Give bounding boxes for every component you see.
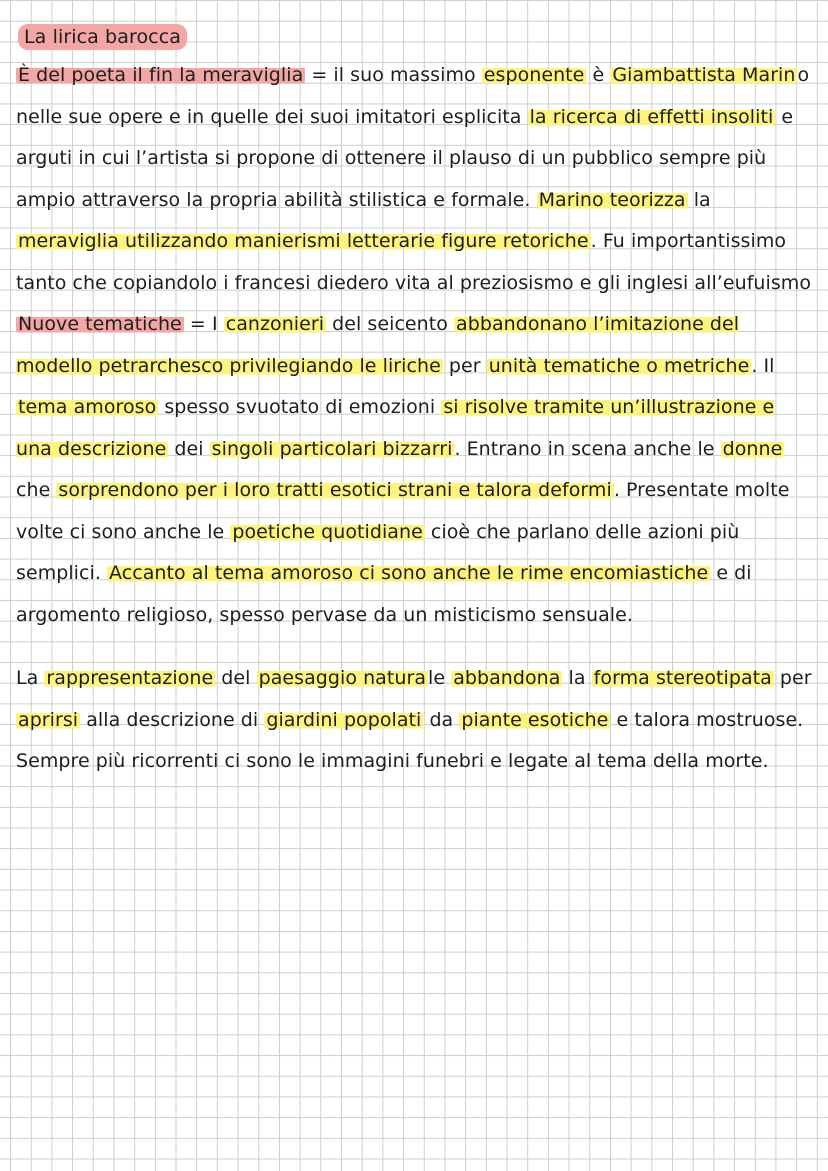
text-segment: . Fu importantissimo tanto che copiandolo i francesi diedero vita al preziosismo e gli inglesi all’eufuismo bbox=[16, 230, 812, 294]
highlight-yellow: Giambattista Marin bbox=[612, 64, 796, 86]
highlight-yellow: forma stereotipata bbox=[593, 667, 772, 689]
text-segment: del seicento bbox=[326, 313, 455, 335]
text-segment: e talora mostruose. Sempre più ricorrenti ci sono le immagini funebri e legate al tema della morte. bbox=[16, 708, 804, 772]
highlight-yellow: unità tematiche o metriche bbox=[488, 354, 750, 377]
highlight-red: Nuove tematiche bbox=[18, 313, 182, 335]
notes-page bbox=[16, 24, 816, 783]
highlight-yellow: singoli particolari bizzarri bbox=[211, 437, 453, 460]
highlight-yellow: sorprendono per i loro tratti esotici strani e talora deformi bbox=[58, 479, 612, 501]
text-segment: e di argomento religioso, spesso pervase da un misticismo sensuale. bbox=[16, 562, 752, 626]
highlight-red: È del poeta il fin la meraviglia bbox=[18, 64, 304, 86]
text-segment: . Presentate molte volte ci sono anche le bbox=[16, 479, 790, 543]
highlight-yellow: aprirsi bbox=[18, 708, 79, 731]
highlight-yellow: giardini popolati bbox=[266, 708, 422, 731]
paragraph-nuove-tematiche bbox=[16, 304, 816, 636]
text-segment: che bbox=[16, 479, 57, 501]
text-segment: La bbox=[16, 667, 45, 689]
highlight-yellow: Marino teorizza bbox=[538, 188, 686, 211]
paragraph-paesaggio bbox=[16, 658, 816, 783]
text-segment: spesso svuotato di emozioni bbox=[158, 396, 442, 418]
highlight-yellow: Accanto al tema amoroso ci sono anche le rime encomiastiche bbox=[109, 562, 709, 584]
highlight-yellow: abbandona bbox=[453, 667, 561, 689]
highlight-yellow: tema amoroso bbox=[18, 396, 157, 418]
text-segment: per bbox=[442, 354, 487, 377]
text-segment: del bbox=[215, 667, 257, 689]
page-title: La lirica barocca bbox=[18, 24, 187, 50]
text-segment: dei bbox=[168, 437, 210, 460]
text-segment: la bbox=[562, 667, 592, 689]
text-segment: da bbox=[423, 708, 460, 731]
highlight-yellow: la ricerca di effetti insoliti bbox=[529, 105, 774, 128]
text-segment: alla descrizione di bbox=[80, 708, 265, 731]
text-segment: = I bbox=[183, 313, 224, 335]
highlight-yellow: abbandonano l’imitazione del modello petrarchesco privilegiando le liriche bbox=[16, 313, 740, 377]
highlight-yellow: paesaggio natura bbox=[258, 667, 427, 689]
text-segment: le bbox=[428, 667, 452, 689]
highlight-yellow: piante esotiche bbox=[461, 708, 609, 731]
highlight-yellow: meraviglia utilizzando manierismi letterarie figure retoriche bbox=[18, 230, 589, 252]
highlight-yellow: rappresentazione bbox=[46, 667, 214, 689]
text-segment: . Entrano in scena anche le bbox=[454, 437, 721, 460]
text-segment: la bbox=[687, 188, 711, 211]
text-segment: . Il bbox=[751, 354, 775, 377]
text-segment: e arguti in cui l’artista si propone di ottenere il plauso di un pubblico sempre più ampio attraverso la propria abilità stilistica e formale. bbox=[16, 105, 794, 211]
highlight-yellow: canzonieri bbox=[225, 313, 325, 335]
highlight-yellow: donne bbox=[722, 437, 783, 460]
text-segment: è bbox=[586, 64, 611, 86]
text-segment: per bbox=[773, 667, 812, 689]
highlight-yellow: si risolve tramite un’illustrazione e una descrizione bbox=[16, 396, 775, 460]
highlight-yellow: poetiche quotidiane bbox=[232, 520, 423, 543]
highlight-yellow: esponente bbox=[483, 64, 585, 86]
text-segment: cioè che parlano delle azioni più semplici. bbox=[16, 520, 740, 584]
text-segment: = il suo massimo bbox=[305, 64, 482, 86]
text-segment: o nelle sue opere e in quelle dei suoi imitatori esplicita bbox=[16, 64, 810, 128]
paragraph-lirica-barocca bbox=[16, 55, 816, 304]
